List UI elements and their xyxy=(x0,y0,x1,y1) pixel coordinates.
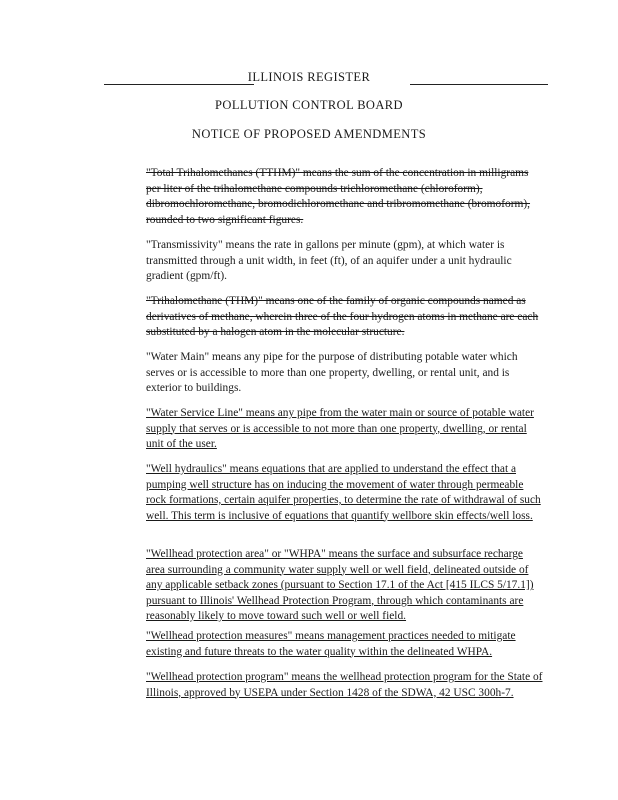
definition-transmissivity-text: "Transmissivity" means the rate in gallons per minute (gpm), at which water is transmitted through a unit width, in feet (ft), of an aquifer under a unit hydraulic gradient (gpm/ft). xyxy=(146,239,512,282)
definition-transmissivity xyxy=(146,238,544,285)
board-title: POLLUTION CONTROL BOARD xyxy=(215,98,403,112)
definition-tthm: "Total Trihalomethanes (TTHM)" means the sum of the concentration in milligrams per liter of the trihalomethane compounds trichloromethane (chloroform), dibromochloromethane, bromodichloromethane and tribromomethane (bromoform), rounded to two significant figures. xyxy=(146,167,531,226)
definition-thm: "Trihalomethane (THM)" means one of the family of organic compounds named as derivatives of methane, wherein three of the four hydrogen atoms in methane are each substituted by a halogen atom in the molecular structure. xyxy=(146,295,539,338)
definition-water-main: "Water Main" means any pipe for the purpose of distributing potable water which serves or is accessible to more than one property, dwelling, or rental unit, and is exterior to buildings. xyxy=(146,351,518,394)
definition-well-hydraulics: "Well hydraulics" means equations that are applied to understand the effect that a pumping well structure has on inducing the movement of water through permeable rock formations, certain aquifer properties, to determine the rate of withdrawal of such well. This term is inclusive of equations that quantify wellbore skin effects/well loss. xyxy=(146,463,541,522)
definition-protection-program: "Wellhead protection program" means the wellhead protection program for the State of Illinois, approved by USEPA under Section 1428 of the SDWA, 42 USC 300h-7. xyxy=(146,671,543,699)
definition-protection-measures: "Wellhead protection measures" means management practices needed to mitigate existing and future threats to the water quality within the delineated WHPA. xyxy=(146,630,516,658)
register-title: ILLINOIS REGISTER xyxy=(247,70,371,84)
notice-title: NOTICE OF PROPOSED AMENDMENTS xyxy=(191,127,427,141)
definition-whpa: "Wellhead protection area" or "WHPA" means the surface and subsurface recharge area surrounding a community water supply well or well field, delineated outside of any applicable setback zones (pursuant to Section 17.1 of the Act [415 ILCS 5/17.1]) pursuant to Illinois' Wellhead Protection Program, through which contaminants are reasonably likely to move toward such well or well field. xyxy=(146,548,534,622)
definition-water-service-line: "Water Service Line" means any pipe from the water main or source of potable water supply that serves or is accessible to not more than one property, dwelling, or rental unit of the user. xyxy=(146,407,534,450)
